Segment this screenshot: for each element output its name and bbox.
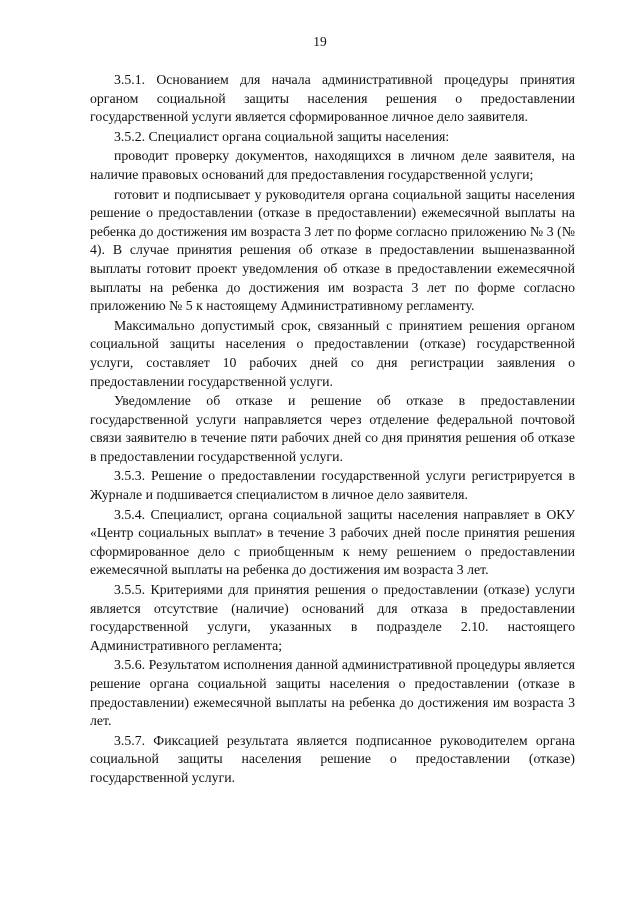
paragraph-3-5-2: 3.5.2. Специалист органа социальной защиты населения:	[114, 128, 450, 144]
paragraph-3-5-1: 3.5.1. Основанием для начала административной процедуры принятия органом социальной защиты населения решения о предоставлении государственной услуги является сформированное личное дело заявителя.	[90, 72, 575, 125]
paragraph-3-5-3: 3.5.3. Решение о предоставлении государственной услуги регистрируется в Журнале и подшивается специалистом в личное дело заявителя.	[90, 468, 575, 503]
paragraph-refusal-notice: Уведомление об отказе и решение об отказе в предоставлении государственной услуги направляется через отделение федеральной почтовой связи заявителю в течение пяти рабочих дней со дня принятия решения об отказе в предоставлении государственной услуги.	[90, 393, 575, 464]
paragraph-3-5-7: 3.5.7. Фиксацией результата является подписанное руководителем органа социальной защиты населения решение о предоставлении (отказе) государственной услуги.	[90, 732, 575, 785]
page-number: 19	[313, 34, 327, 49]
paragraph-check-documents: проводит проверку документов, находящихся в личном деле заявителя, на наличие правовых оснований для предоставления государственной услуги;	[90, 148, 575, 182]
paragraph-prepare-decision: готовит и подписывает у руководителя органа социальной защиты населения решение о предоставлении (отказе в предоставлении) ежемесячной выплаты на ребенка до достижения им возраста 3 лет по форме согласно приложению № 3 (№ 4). В случае принятия решения об отказе в предоставлении вышеназванной выплаты готовит проект уведомления об отказе в предоставлении ежемесячной выплаты на ребенка до достижения им возраста 3 лет по форме согласно приложению № 5 к настоящему Административному регламенту.	[90, 186, 575, 314]
paragraph-3-5-6: 3.5.6. Результатом исполнения данной административной процедуры является решение органа социальной защиты населения о предоставлении (отказе в предоставлении) ежемесячной выплаты на ребенка до достижения им возраста 3 лет.	[90, 657, 575, 729]
document-body	[90, 71, 575, 788]
paragraph-max-term: Максимально допустимый срок, связанный с принятием решения органом социальной защиты населения о предоставлении (отказе) государственной услуги, составляет 10 рабочих дней со дня регистрации заявления о предоставлении государственной услуги.	[90, 317, 575, 389]
paragraph-3-5-4: 3.5.4. Специалист, органа социальной защиты населения направляет в ОКУ «Центр социальных выплат» в течение 3 рабочих дней после принятия решения сформированное дело с приобщенным к нему решением о предоставлении ежемесячной выплаты на ребенка до достижения им возраста 3 лет.	[90, 506, 575, 578]
paragraph-3-5-5: 3.5.5. Критериями для принятия решения о предоставлении (отказе) услуги является отсутствие (наличие) оснований для отказа в предоставлении государственной услуги, указанных в подразделе 2.10. настоящего Административного регламента;	[90, 582, 575, 653]
